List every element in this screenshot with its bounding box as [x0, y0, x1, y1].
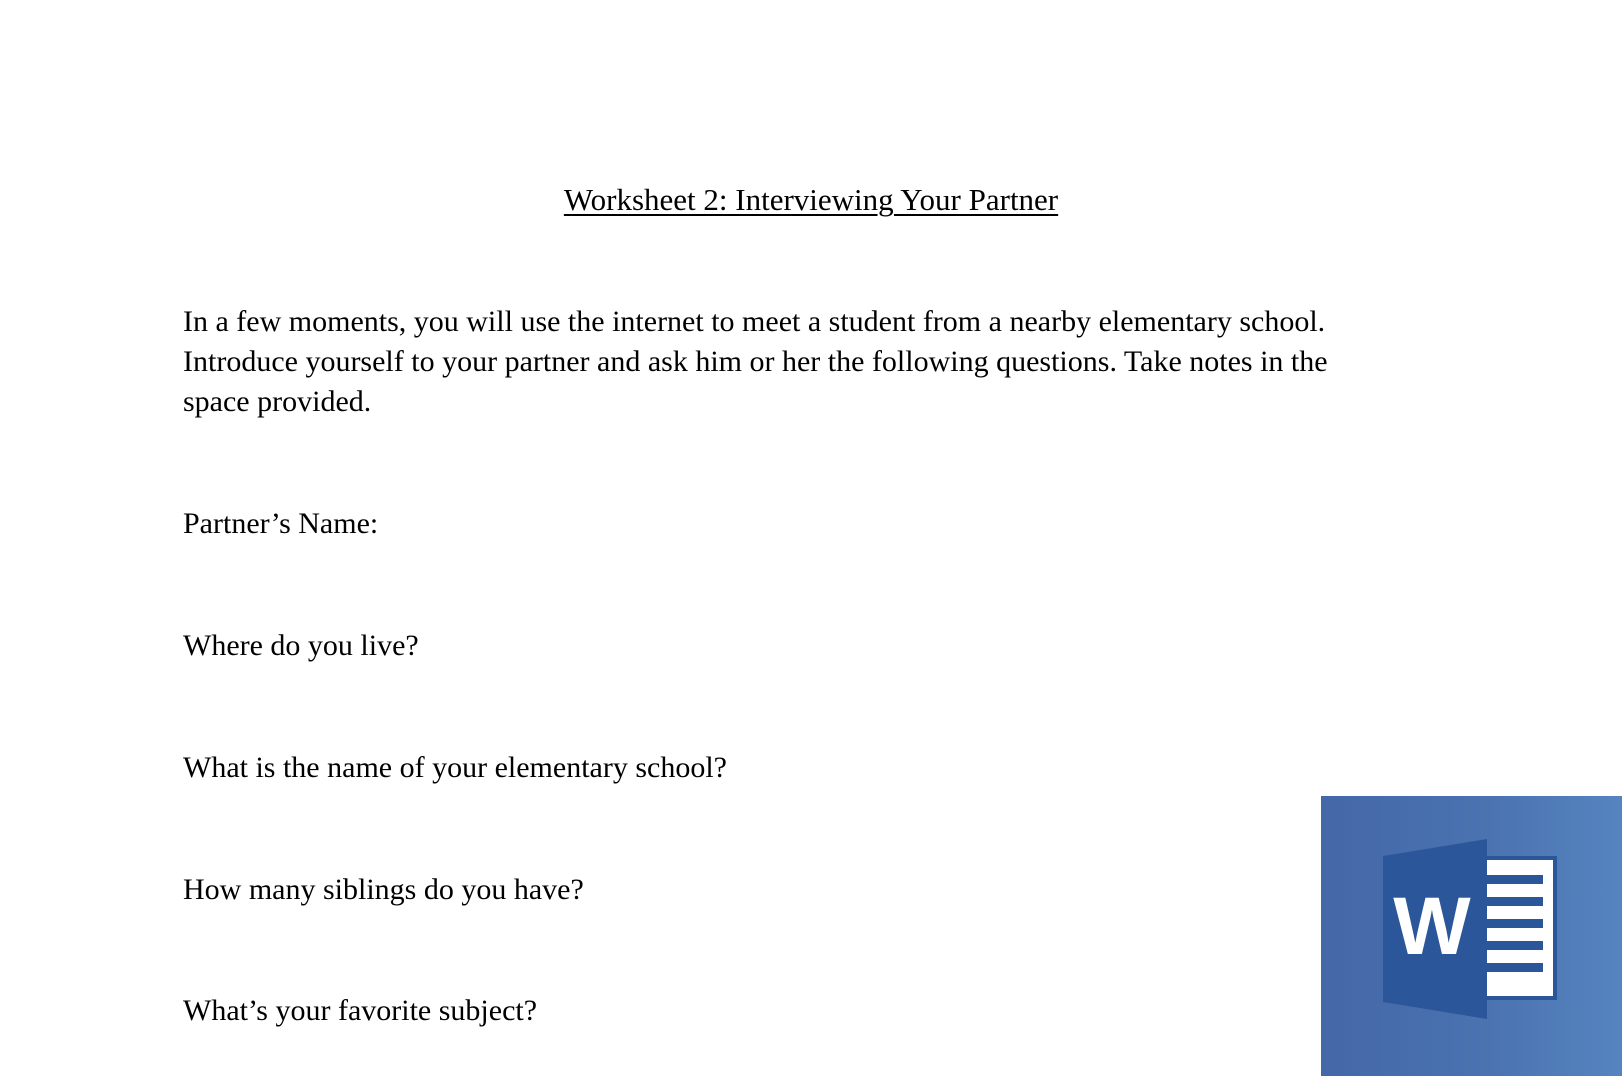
microsoft-word-icon	[1381, 839, 1563, 1019]
worksheet-title	[0, 180, 1622, 220]
question-partner-name: Partner’s Name:	[183, 507, 379, 540]
question-favorite-subject: What’s your favorite subject?	[183, 994, 538, 1027]
intro-paragraph: In a few moments, you will use the internet to meet a student from a nearby elementary school. Introduce yourself to your partner and ask him or her the following questions. Take notes in the space provided.	[183, 305, 1328, 418]
question-school-name: What is the name of your elementary school?	[183, 751, 727, 784]
word-icon-letter: W	[1393, 881, 1471, 972]
worksheet-title-text: Worksheet 2: Interviewing Your Partner	[563, 182, 1059, 217]
question-siblings: How many siblings do you have?	[183, 873, 584, 906]
question-where-live: Where do you live?	[183, 629, 419, 662]
word-app-badge	[1321, 796, 1622, 1076]
